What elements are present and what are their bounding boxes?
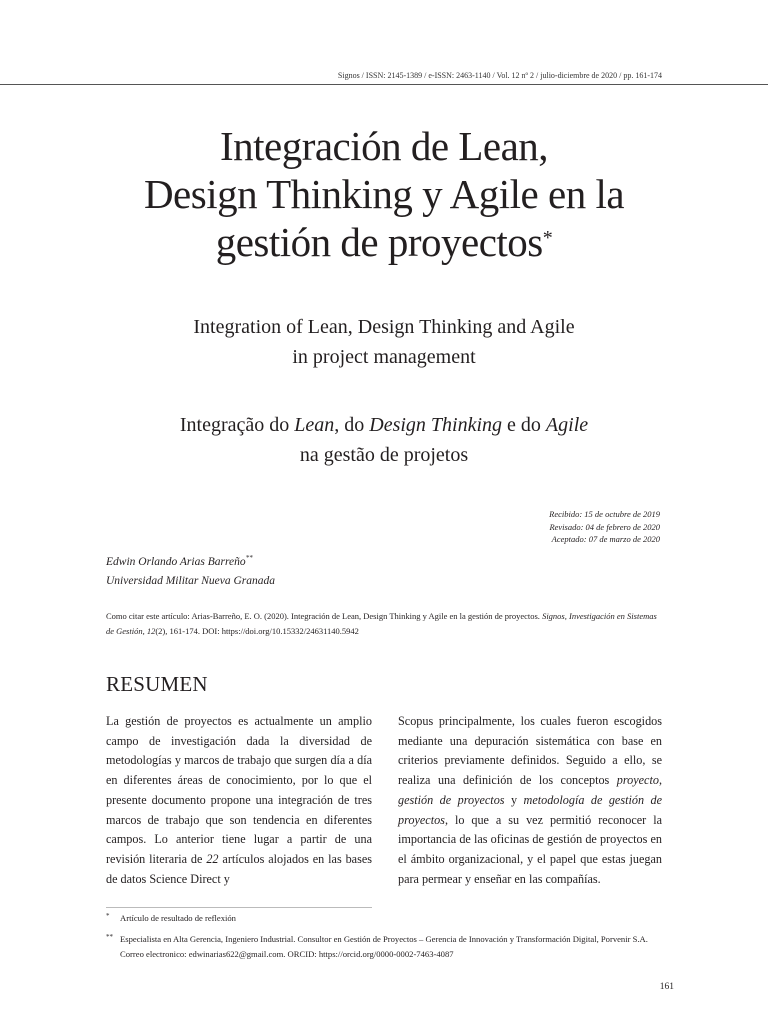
title-pt-text: e do xyxy=(502,414,546,436)
title-footnote-mark[interactable]: * xyxy=(542,227,553,249)
title-line-1: Integración de Lean, xyxy=(219,123,549,169)
abstract-text: , lo que a su vez permitió reconocer la importancia de las oficinas de gestión de proyectos en el ámbito organizacional, y el papel que estas juegan para permear y enseñar en las compañías. xyxy=(398,812,662,886)
citation-text: Como citar este artículo: Arias-Barreño, E. O. (2020). Integración de Lean, Design Thinking y Agile en la gestión de proyectos. xyxy=(106,611,543,621)
resumen-heading: RESUMEN xyxy=(106,672,208,696)
header-rule xyxy=(0,84,768,85)
title-line-3 xyxy=(0,218,768,266)
author-affiliation: Universidad Militar Nueva Granada xyxy=(106,574,275,587)
date-revised: Revisado: 04 de febrero de 2020 xyxy=(549,521,660,532)
title-portuguese xyxy=(0,410,768,470)
date-received: Recibido: 15 de octubre de 2019 xyxy=(549,509,660,519)
title-en-line-1: Integration of Lean, Design Thinking and Agile xyxy=(193,316,575,338)
abstract-term: gestión de proyectos xyxy=(398,792,505,807)
footnote-mark: ** xyxy=(106,933,113,941)
title-pt-line-1 xyxy=(0,410,768,440)
citation-issue: (2) xyxy=(155,626,166,636)
abstract-column-right xyxy=(398,712,662,889)
article-title xyxy=(0,122,768,266)
abstract-text: artículos alojados en las bases de datos Science Direct y xyxy=(106,851,372,886)
author-block xyxy=(106,549,275,591)
abstract-column-left xyxy=(106,712,372,889)
abstract-text: Scopus principalmente, los cuales fueron escogidos mediante una depuración sistemática con base en criterios previamente definidos. Seguido a ello, se realiza una definición de los conceptos xyxy=(398,714,662,788)
abstract-text: y xyxy=(504,792,524,807)
abstract-term: metodología de gestión de proyectos xyxy=(398,792,662,827)
title-pt-lean: Lean xyxy=(294,414,335,436)
title-line-2: Design Thinking y Agile en la xyxy=(143,171,625,217)
citation-journal: Signos, Investigación en Sistemas de Gestión, 12 xyxy=(106,611,657,636)
footnote-text: Artículo de resultado de reflexión xyxy=(120,913,236,923)
footnote-mark: * xyxy=(106,912,110,920)
author-name: Edwin Orlando Arias Barreño xyxy=(106,555,246,568)
footnotes xyxy=(106,911,666,968)
title-pt-text: Integração do xyxy=(179,414,295,436)
article-dates xyxy=(549,508,660,546)
title-pt-design-thinking: Design Thinking xyxy=(369,414,503,436)
abstract-text: , xyxy=(658,773,662,788)
abstract-text: La gestión de proyectos es actualmente un amplio campo de investigación dada la diversidad de metodologías y marcos de trabajo que surgen día a día en diferentes áreas de conocimiento, por lo que el presente documento propone una integración de tres marcos de trabajo que son tendencia en diferentes campos. Lo anterior tiene lugar a partir de una revisión literaria de xyxy=(106,714,372,866)
footnote-2 xyxy=(106,932,666,962)
title-en-line-2: in project management xyxy=(292,346,476,368)
date-accepted: Aceptado: 07 de marzo de 2020 xyxy=(551,534,660,544)
footnote-1 xyxy=(106,911,666,926)
author-footnote-mark[interactable]: ** xyxy=(245,554,253,562)
title-line-3-text: gestión de proyectos xyxy=(215,219,543,265)
title-english xyxy=(0,312,768,372)
abstract-term: proyecto xyxy=(616,773,659,788)
author-name-line xyxy=(106,549,275,572)
title-pt-text: , do xyxy=(334,414,370,436)
footnote-text: Especialista en Alta Gerencia, Ingeniero Industrial. Consultor en Gestión de Proyectos – Gerencia de Innovación y Transformación Digital, Porvenir S.A. Correo electronico: edwinarias622@gmail.com. ORCID: https://orcid.org/0000-0002-7463-4087 xyxy=(120,934,648,959)
page-number: 161 xyxy=(659,982,674,992)
abstract-count: 22 xyxy=(206,851,219,866)
title-pt-line-2: na gestão de projetos xyxy=(299,444,469,466)
citation xyxy=(106,609,666,639)
running-head: Signos / ISSN: 2145-1389 / e-ISSN: 2463-1140 / Vol. 12 nº 2 / julio-diciembre de 2020 / pp. 161-174 xyxy=(337,71,662,80)
title-pt-agile: Agile xyxy=(545,414,589,436)
citation-doi[interactable]: , 161-174. DOI: https://doi.org/10.15332/24631140.5942 xyxy=(165,626,359,636)
footnote-rule xyxy=(106,907,372,908)
